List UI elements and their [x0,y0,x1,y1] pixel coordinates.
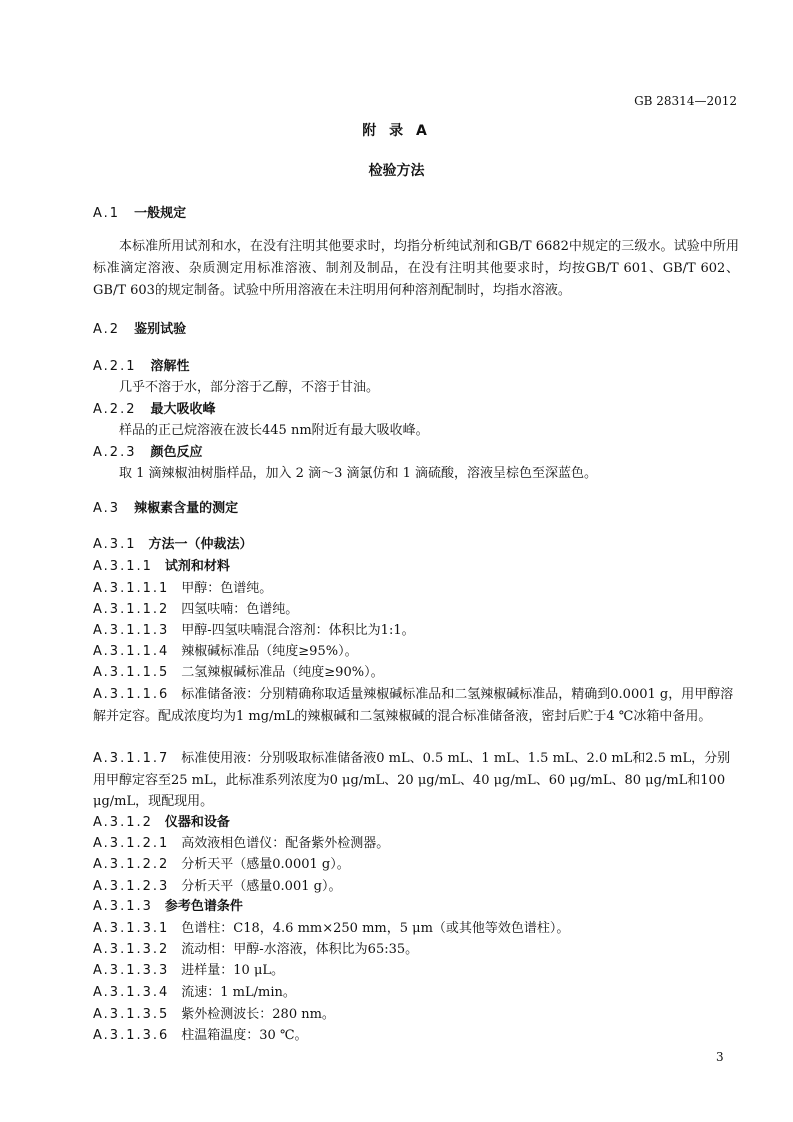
clause-number: A.3.1.2.2 [93,857,170,872]
clause-item [93,534,741,556]
clause-text: 分析天平（感量0.0001 g）。 [181,857,350,872]
appendix-label: 附 录 A [362,123,431,139]
clause-text: 标准使用液：分别吸取标准储备液0 mL、0.5 mL、1 mL、1.5 mL、2.0 mL和2.5 mL，分别用甲醇定容至25 mL，此标准系列浓度为0 μg/mL、20 μg/mL、40 μg/mL、60 μg/mL、80 μg/mL和100 μg/mL，现配现用。 [93,751,731,809]
clause-text: 仪器和设备 [164,815,230,830]
clause-text: 试剂和材料 [164,559,230,574]
clause-text: 流速：1 mL/min。 [181,985,296,1000]
section-a23-heading [93,441,203,460]
clause-number: A.3.1.1.6 [93,687,170,702]
clause-number: A.3.1.1.4 [93,644,170,659]
clause-item [93,620,741,642]
clause-text: 进样量：10 μL。 [181,963,285,978]
section-title: 颜色反应 [150,445,203,460]
clause-number: A.3.1.1.7 [93,751,170,766]
clause-number: A.3.1.1.5 [93,665,170,680]
section-a23-text: 取 1 滴辣椒油树脂样品，加入 2 滴～3 滴氯仿和 1 滴硫酸，溶液呈棕色至深蓝色。 [119,466,598,481]
clause-item [93,684,741,727]
clause-number: A.3.1.1.1 [93,581,170,596]
clause-item [93,833,741,855]
clause-number: A.3.1 [93,537,137,552]
clause-item [93,812,741,834]
section-number: A.3 [93,501,121,516]
section-number: A.2 [93,322,121,337]
clause-text: 柱温箱温度：30 ℃。 [181,1028,308,1043]
clause-number: A.3.1.2 [93,815,153,830]
section-number: A.2.3 [93,445,137,460]
clause-number: A.3.1.3 [93,899,153,914]
clause-item [93,599,741,621]
section-number: A.2.1 [93,359,137,374]
clause-item [93,960,741,982]
section-a21-text: 几乎不溶于水，部分溶于乙醇，不溶于甘油。 [119,380,380,395]
standard-number: GB 28314—2012 [634,94,737,108]
clause-item [93,641,741,663]
clause-number: A.3.1.3.4 [93,985,170,1000]
clause-item [93,918,741,940]
section-title: 辣椒素含量的测定 [134,501,239,516]
section-a22-heading [93,398,216,417]
clause-text: 辣椒碱标准品（纯度≥95%）。 [181,644,358,659]
clause-text: 方法一（仲裁法） [148,537,253,552]
clause-number: A.3.1.2.3 [93,879,170,894]
clause-number: A.3.1.2.1 [93,836,170,851]
appendix-title: 检验方法 [368,163,425,179]
clause-item [93,854,741,876]
clause-item [93,876,741,898]
clause-text: 甲醇：色谱纯。 [181,581,273,596]
section-a1-paragraph: 本标准所用试剂和水，在没有注明其他要求时，均指分析纯试剂和GB/T 6682中规定的三级水。试验中所用标准滴定溶液、杂质测定用标准溶液、制剂及制品，在没有注明其他要求时，均按GB/T 601、GB/T 602、GB/T 603的规定制备。试验中所用溶液在未注明用何种溶剂配制时，均指水溶液。 [93,239,739,298]
clause-item [93,982,741,1004]
clause-number: A.3.1.1 [93,559,153,574]
clause-item [93,1025,741,1047]
clause-item [93,939,741,961]
clause-number: A.3.1.3.2 [93,942,170,957]
section-a1-heading [93,202,186,221]
clause-number: A.3.1.1.2 [93,602,170,617]
clause-item [93,556,741,578]
clause-text: 高效液相色谱仪：配备紫外检测器。 [181,836,390,851]
clause-text: 流动相：甲醇-水溶液，体积比为65:35。 [181,942,419,957]
clause-item [93,662,741,684]
section-number: A.1 [93,206,121,221]
clause-text: 紫外检测波长：280 nm。 [181,1007,335,1022]
clause-text: 四氢呋喃：色谱纯。 [181,602,299,617]
clause-text: 标准储备液：分别精确称取适量辣椒碱标准品和二氢辣椒碱标准品，精确到0.0001 g，用甲醇溶解并定容。配成浓度均为1 mg/mL的辣椒碱和二氢辣椒碱的混合标准储备液，密封后贮于4 ℃冰箱中备用。 [93,687,734,724]
clause-number: A.3.1.3.3 [93,963,170,978]
section-title: 溶解性 [150,359,190,374]
clause-text: 甲醇-四氢呋喃混合溶剂：体积比为1:1。 [181,623,415,638]
section-title: 鉴别试验 [134,322,187,337]
clause-item [93,1004,741,1026]
section-number: A.2.2 [93,402,137,417]
section-a2-heading [93,318,186,337]
section-title: 一般规定 [134,206,187,221]
section-title: 最大吸收峰 [150,402,216,417]
page-number: 3 [716,1050,724,1064]
section-a21-heading [93,355,190,374]
section-a3-heading [93,497,238,516]
clause-number: A.3.1.3.5 [93,1007,170,1022]
clause-number: A.3.1.1.3 [93,623,170,638]
clause-item [93,896,741,918]
clause-text: 分析天平（感量0.001 g）。 [181,879,342,894]
clause-number: A.3.1.3.6 [93,1028,170,1043]
section-a22-text: 样品的正己烷溶液在波长445 nm附近有最大吸收峰。 [119,423,429,438]
clause-number: A.3.1.3.1 [93,921,170,936]
clause-item [93,748,741,813]
clause-text: 二氢辣椒碱标准品（纯度≥90%）。 [181,665,384,680]
clause-text: 色谱柱：C18，4.6 mm×250 mm，5 μm（或其他等效色谱柱）。 [181,921,570,936]
clause-item [93,578,741,600]
clause-text: 参考色谱条件 [164,899,243,914]
